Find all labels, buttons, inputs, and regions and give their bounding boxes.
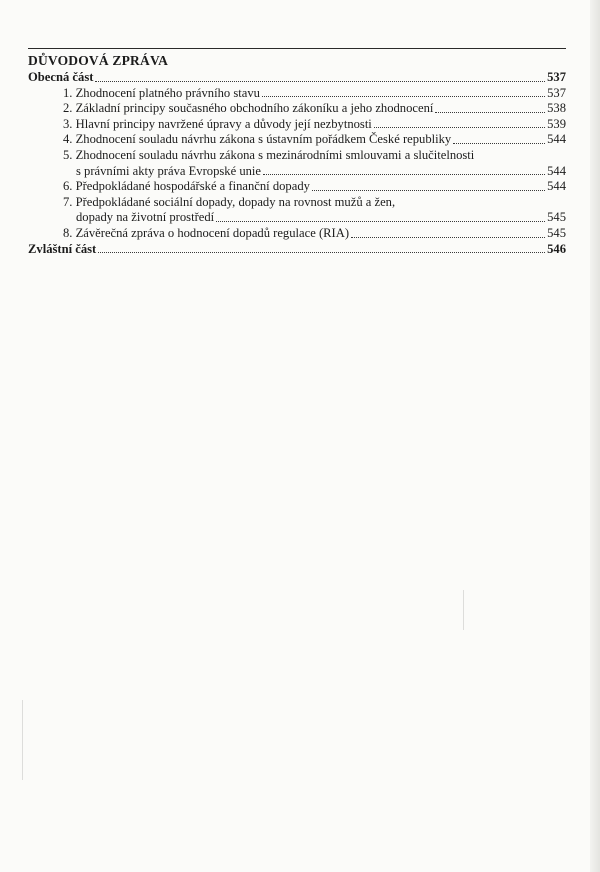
toc-entry-4[interactable] — [28, 132, 566, 148]
dot-leader — [95, 81, 545, 82]
toc-entry-general[interactable] — [28, 70, 566, 86]
toc-entry-8[interactable] — [28, 226, 566, 242]
page-edge — [590, 0, 600, 872]
toc-page-number: 538 — [547, 101, 566, 116]
toc-page-number: 544 — [547, 132, 566, 147]
toc-page-number: 537 — [547, 85, 566, 100]
dot-leader — [435, 112, 545, 113]
header-rule — [28, 48, 566, 49]
toc-entry-label-continued: s právními akty práva Evropské unie — [76, 163, 262, 178]
toc-entry-5[interactable] — [28, 148, 566, 179]
table-of-contents — [28, 52, 566, 257]
dot-leader — [98, 252, 545, 253]
toc-entry-label: 4. Zhodnocení souladu návrhu zákona s ústavním pořádkem České republiky — [63, 132, 452, 147]
dot-leader — [263, 174, 545, 175]
toc-page-number: 539 — [547, 116, 566, 131]
dot-leader — [312, 190, 545, 191]
dot-leader — [351, 237, 545, 238]
toc-entry-label: Zvláštní část — [28, 241, 97, 256]
dot-leader — [374, 127, 545, 128]
dot-leader — [453, 143, 545, 144]
toc-page-number: 545 — [547, 210, 566, 225]
toc-entry-label: 7. Předpokládané sociální dopady, dopady na rovnost mužů a žen, — [63, 194, 396, 209]
toc-entry-label: 3. Hlavní principy navržené úpravy a důvody její nezbytnosti — [63, 116, 372, 131]
toc-entry-label: 6. Předpokládané hospodářské a finanční dopady — [63, 179, 310, 194]
scan-mark — [22, 700, 23, 780]
toc-entry-label: 5. Zhodnocení souladu návrhu zákona s mezinárodními smlouvami a slučitelnosti — [63, 147, 475, 162]
toc-page-number: 544 — [547, 163, 566, 178]
toc-page-number: 546 — [547, 241, 566, 256]
toc-entry-2[interactable] — [28, 101, 566, 117]
scan-mark — [463, 590, 464, 630]
toc-entry-6[interactable] — [28, 179, 566, 195]
toc-entry-label-continued: dopady na životní prostředí — [76, 210, 215, 225]
toc-entry-label: Obecná část — [28, 70, 94, 84]
toc-entry-3[interactable] — [28, 117, 566, 133]
toc-entry-7[interactable] — [28, 195, 566, 226]
toc-entry-label: 2. Základní principy současného obchodního zákoníku a jeho zhodnocení — [63, 101, 434, 116]
toc-page-number: 545 — [547, 225, 566, 240]
section-title: DŮVODOVÁ ZPRÁVA — [28, 53, 169, 68]
dot-leader — [216, 221, 545, 222]
toc-page-number: 544 — [547, 179, 566, 194]
toc-entry-1[interactable] — [28, 86, 566, 102]
toc-entry-label: 8. Závěrečná zpráva o hodnocení dopadů regulace (RIA) — [63, 225, 350, 240]
toc-entry-label: 1. Zhodnocení platného právního stavu — [63, 85, 260, 100]
dot-leader — [262, 96, 545, 97]
toc-page-number: 537 — [547, 70, 566, 84]
toc-entry-special[interactable] — [28, 242, 566, 258]
